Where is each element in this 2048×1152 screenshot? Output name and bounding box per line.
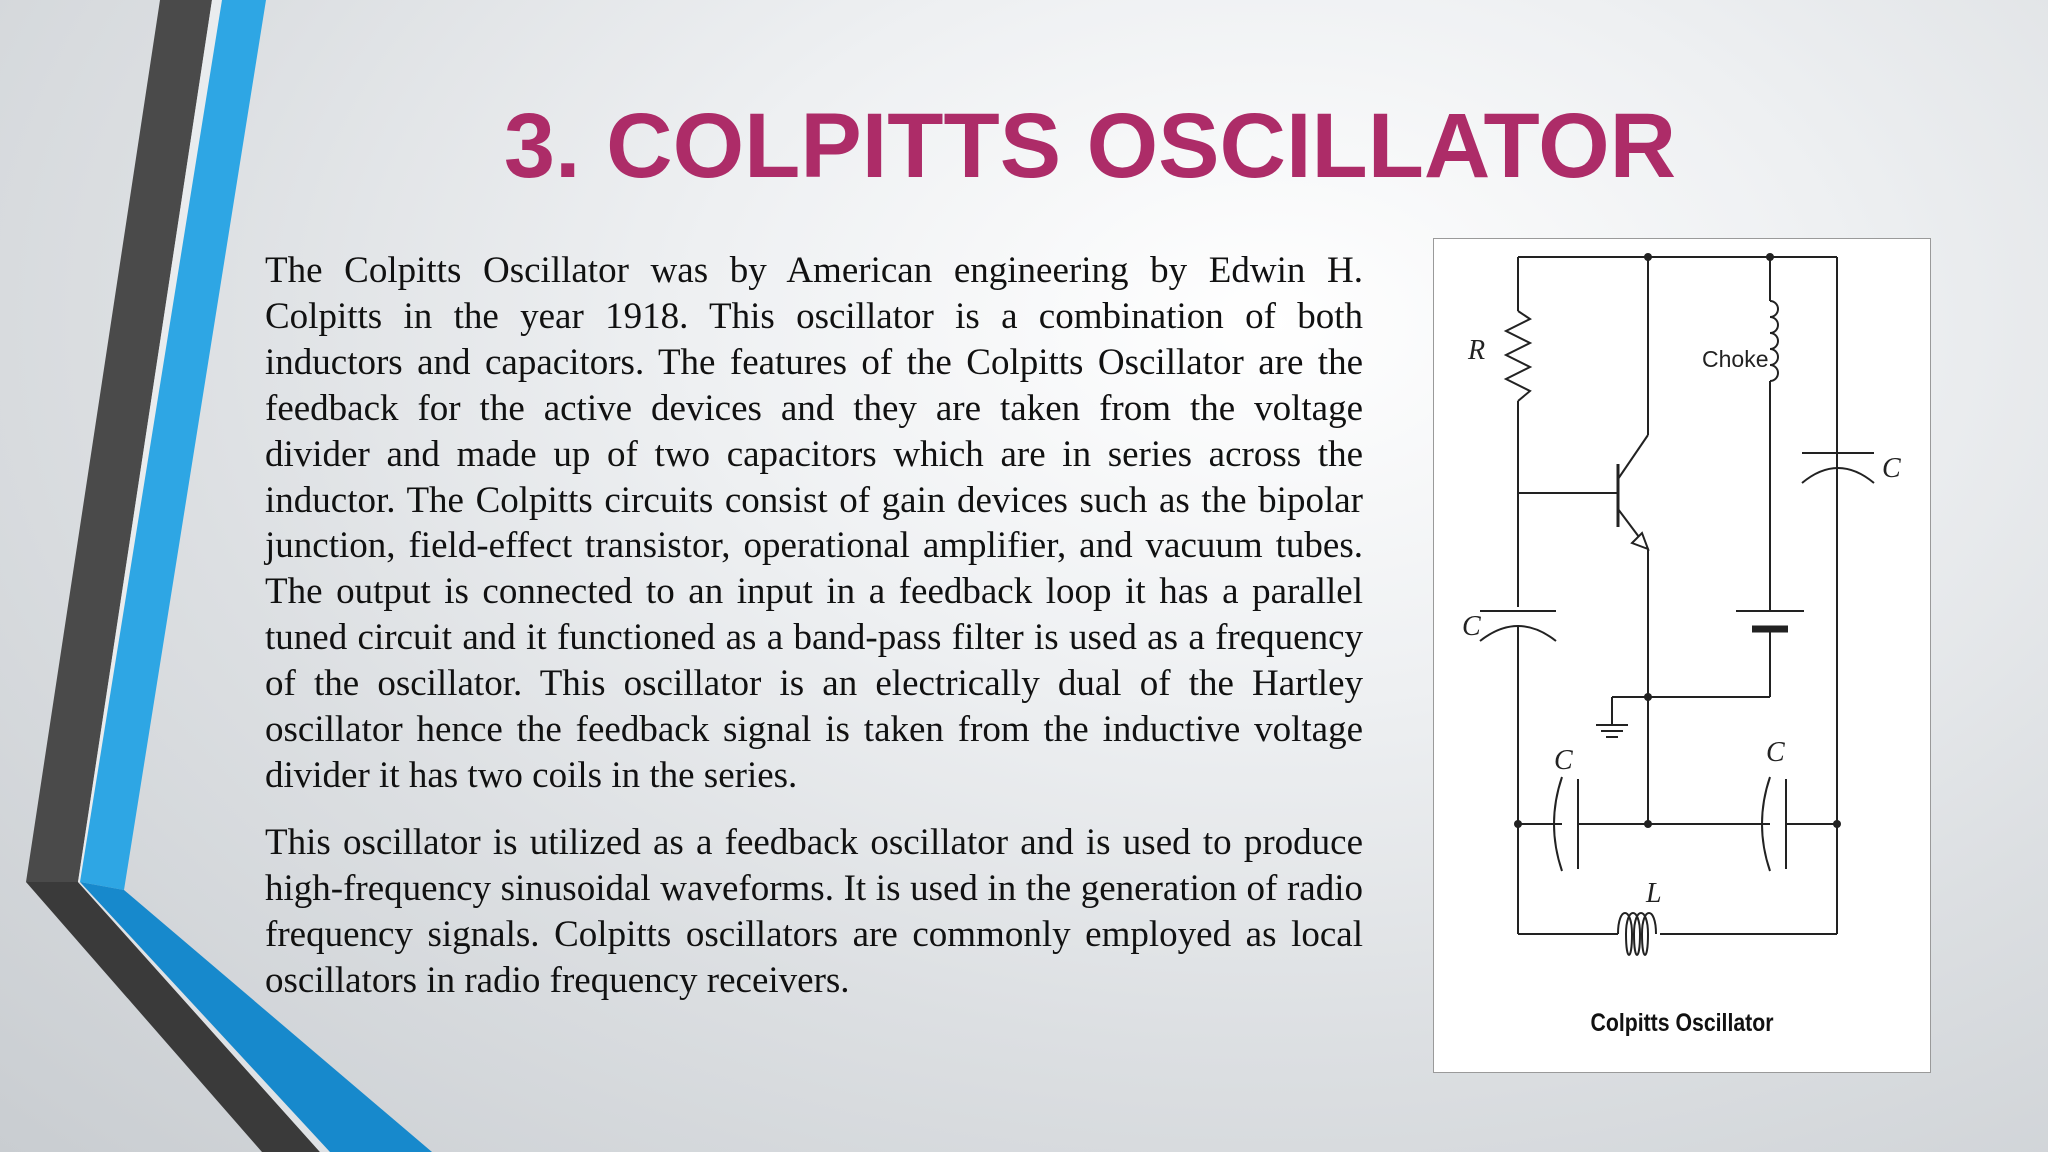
paragraph-applications: This oscillator is utilized as a feedback oscillator and is used to produce high-frequency sinusoidal waveforms. It is used in the generation of radio frequency signals. Colpitts oscillators are commonly employed as local oscillators in radio frequency receivers. [265,821,1363,1001]
cap-bottom-right-label: C [1766,737,1785,768]
body-text [265,248,1363,1025]
choke-symbol [1770,301,1778,381]
inductor-symbol [1618,913,1656,955]
cap-left-label: C [1462,611,1481,642]
inductor-label: L [1646,878,1662,909]
colpitts-circuit-diagram [1434,239,1932,1074]
slide-title: 3. COLPITTS OSCILLATOR [503,95,1677,197]
choke-label: Choke [1702,346,1769,372]
circuit-figure [1433,238,1931,1073]
paragraph-history: The Colpitts Oscillator was by American engineering by Edwin H. Colpitts in the year 1918. This oscillator is a combination of both inductors and capacitors. The features of the Colpitts Oscillator are the feedback for the active devices and they are taken from the voltage divider and made up of two capacitors which are in series across the inductor. The Colpitts circuits consist of gain devices such as the bipolar junction, field-effect transistor, operational amplifier, and vacuum tubes. The output is connected to an input in a feedback loop it has a parallel tuned circuit and it functioned as a band-pass filter is used as a frequency of the oscillator. This oscillator is an electrically dual of the Hartley oscillator hence the feedback signal is taken from the inductive voltage divider it has two coils in the series. [265,250,1363,796]
cap-right-label: C [1882,453,1901,484]
resistor-symbol [1506,311,1530,401]
emitter-arrow [1632,533,1648,549]
resistor-label: R [1468,335,1486,366]
figure-caption: Colpitts Oscillator [1590,1009,1774,1037]
cap-bottom-left-label: C [1554,745,1573,776]
